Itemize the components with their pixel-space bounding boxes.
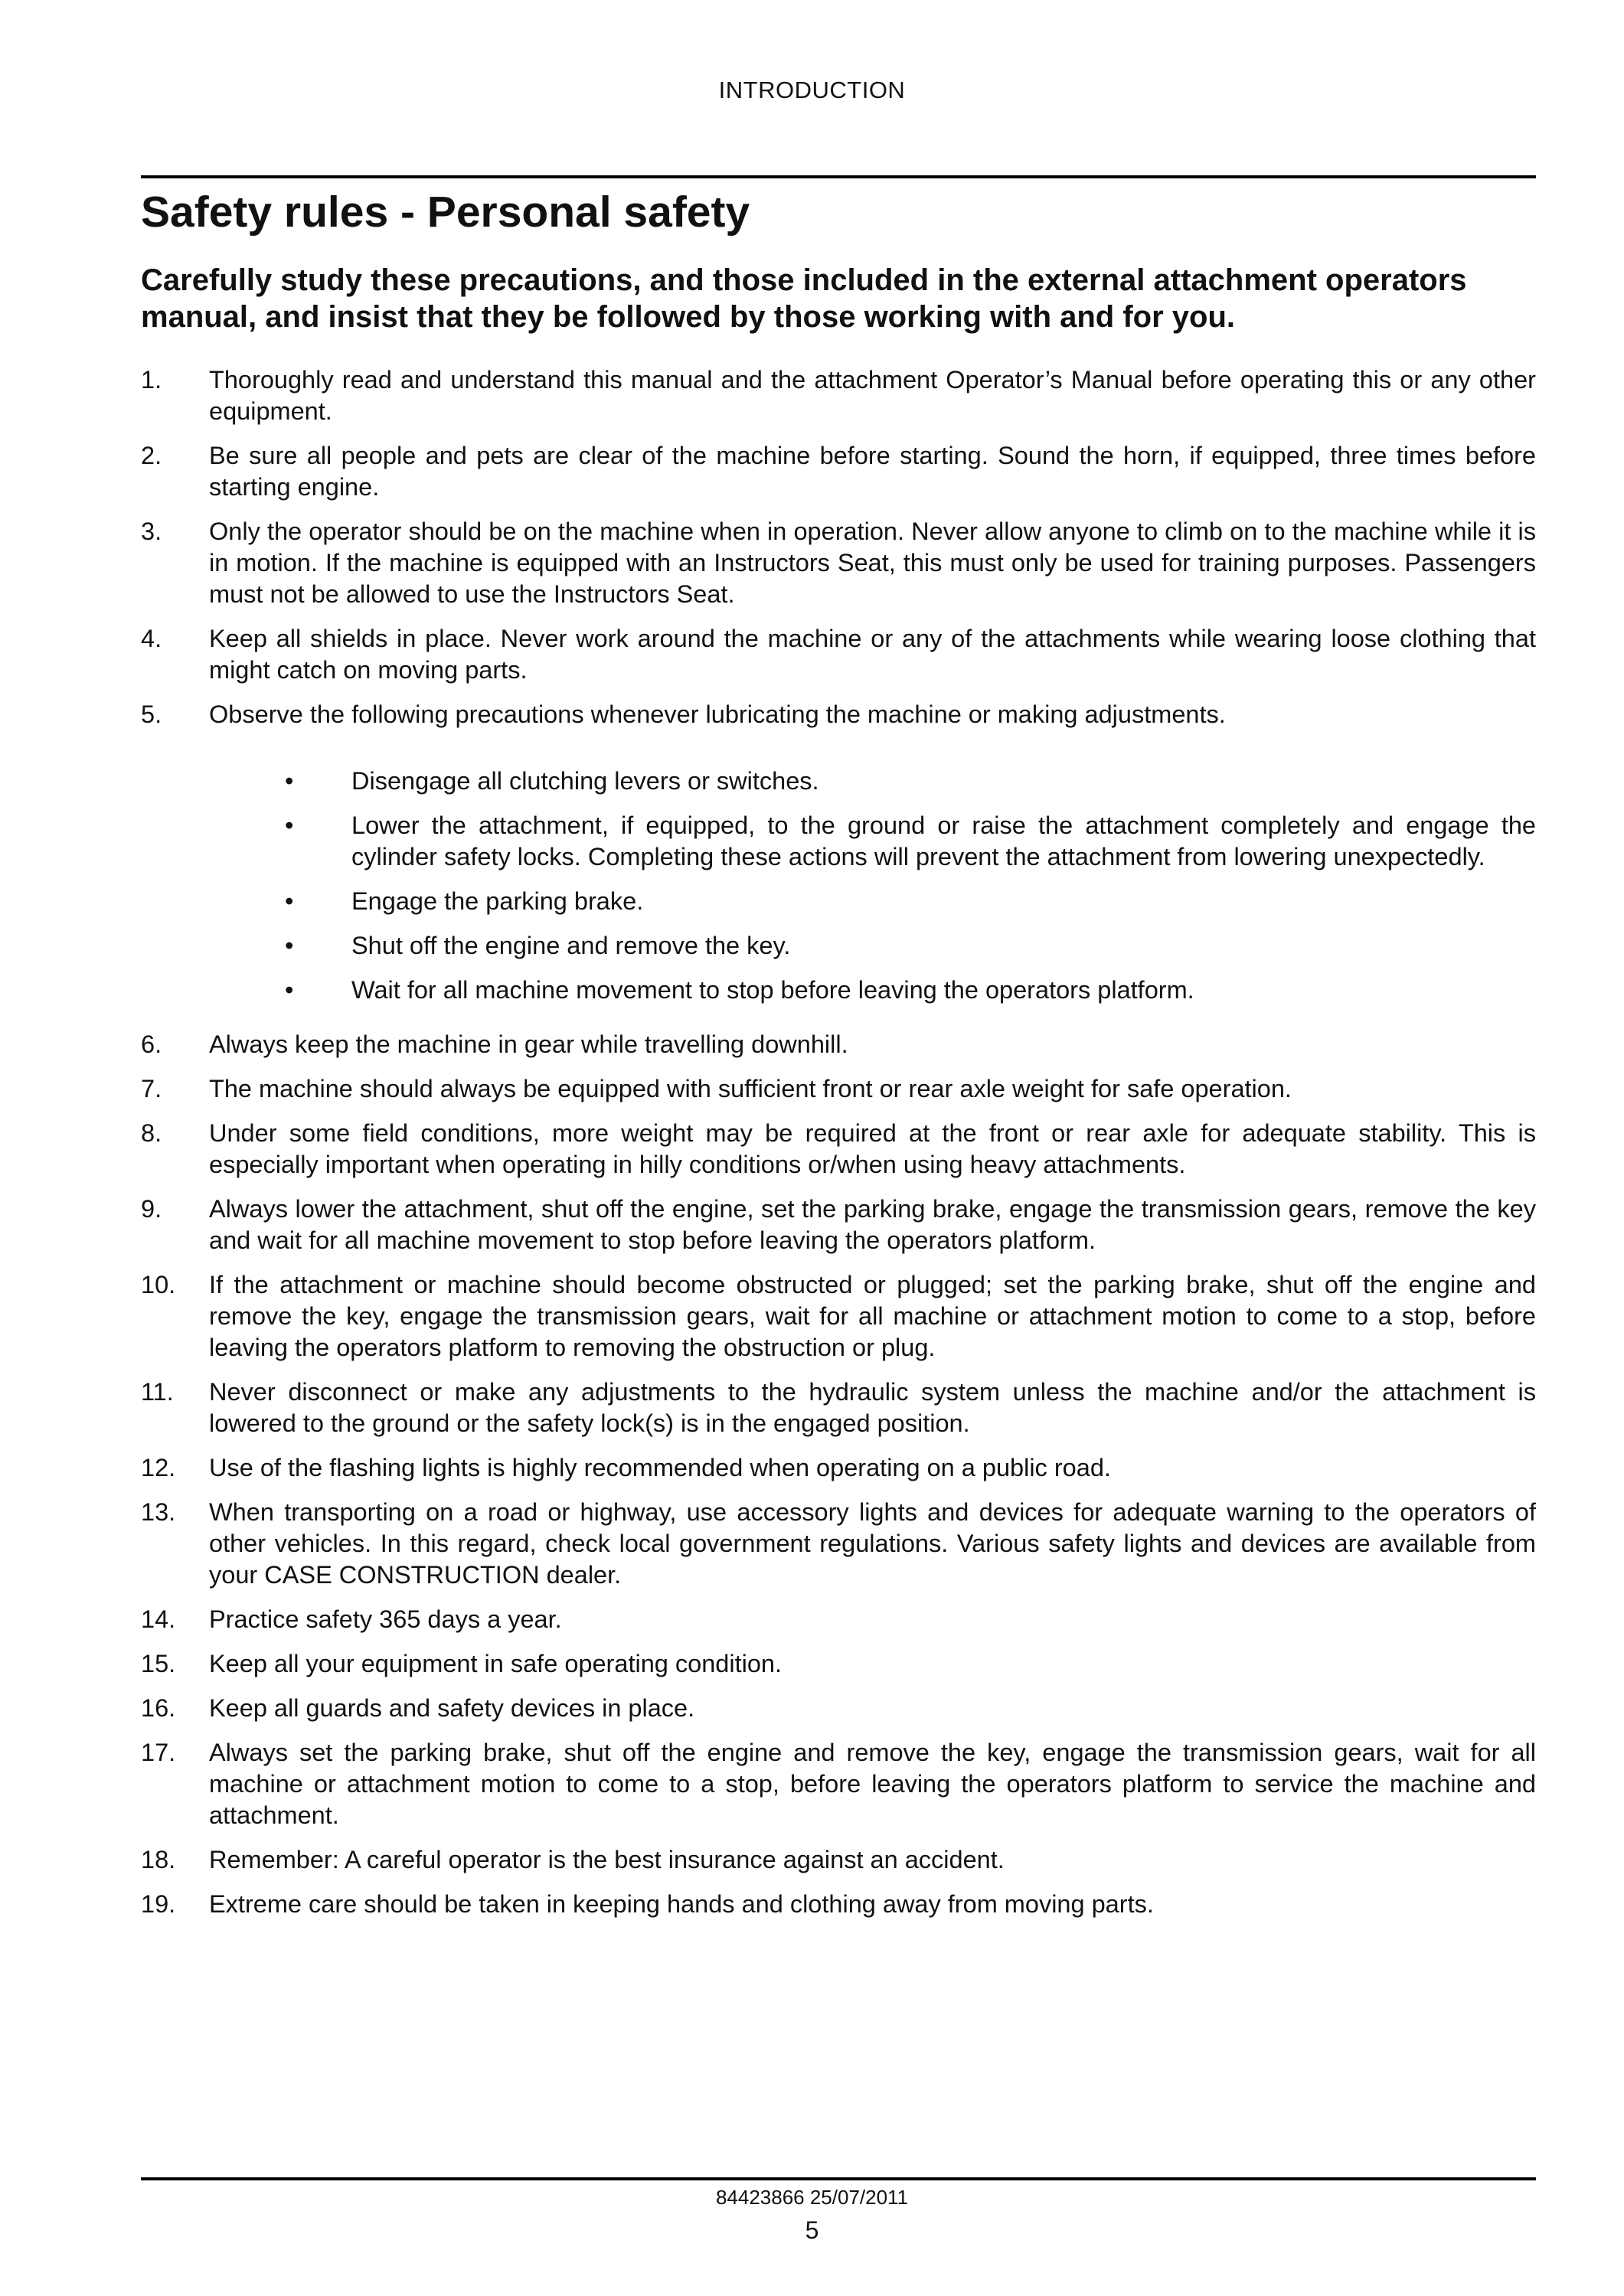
- list-item: [0, 1497, 1624, 1591]
- bullet-icon: •: [285, 767, 294, 795]
- item-text: Thoroughly read and understand this manual and the attachment Operator’s Manual before operating this or any other equipment.: [209, 366, 1536, 425]
- item-text: Never disconnect or make any adjustments to the hydraulic system unless the machine and/or the attachment is lowered to the ground or the safety lock(s) is in the engaged position.: [209, 1378, 1536, 1437]
- item-number: 14.: [141, 1605, 176, 1633]
- bullet-item: [0, 886, 1624, 917]
- item-number: 12.: [141, 1454, 176, 1481]
- item-text: Always keep the machine in gear while travelling downhill.: [209, 1030, 848, 1058]
- bullet-item: [0, 930, 1624, 962]
- list-item: [0, 1452, 1624, 1484]
- item-number: 13.: [141, 1498, 176, 1526]
- item-number: 16.: [141, 1694, 176, 1722]
- list-item: [0, 1029, 1624, 1060]
- item-text: Keep all shields in place. Never work around the machine or any of the attachments while wearing loose clothing that might catch on moving parts.: [209, 625, 1536, 684]
- page-number: 5: [805, 2216, 819, 2244]
- item-number: 19.: [141, 1890, 176, 1918]
- bullet-text: Lower the attachment, if equipped, to the ground or raise the attachment completely and engage the cylinder safety locks. Completing these actions will prevent the attachment from lowering unexpectedly.: [351, 812, 1536, 870]
- header-rule: [141, 175, 1536, 178]
- item-text: Always lower the attachment, shut off the engine, set the parking brake, engage the transmission gears, remove the key and wait for all machine movement to stop before leaving the operators platform.: [209, 1195, 1536, 1254]
- list-item: [0, 1844, 1624, 1876]
- item-text: Remember: A careful operator is the best insurance against an accident.: [209, 1846, 1005, 1873]
- list-item: [0, 623, 1624, 686]
- lead-paragraph: Carefully study these precautions, and those included in the external attachment operators manual, and insist that they be followed by those working with and for you.: [141, 263, 1467, 334]
- list-item: [0, 1737, 1624, 1831]
- bullet-icon: •: [285, 932, 294, 959]
- list-item: [0, 1194, 1624, 1256]
- list-item: [0, 1889, 1624, 1920]
- list-item: [0, 440, 1624, 503]
- bullet-text: Disengage all clutching levers or switches.: [351, 767, 819, 795]
- item-number: 15.: [141, 1650, 176, 1677]
- list-item: [0, 1604, 1624, 1635]
- bullet-text: Engage the parking brake.: [351, 887, 644, 915]
- item-text: Extreme care should be taken in keeping hands and clothing away from moving parts.: [209, 1890, 1154, 1918]
- item-number: 11.: [141, 1378, 174, 1406]
- page-title: Safety rules - Personal safety: [141, 188, 750, 237]
- item-number: 10.: [141, 1271, 176, 1298]
- list-item: [0, 516, 1624, 610]
- document-code: 84423866 25/07/2011: [715, 2186, 909, 2209]
- bullet-text: Wait for all machine movement to stop before leaving the operators platform.: [351, 976, 1194, 1004]
- bullet-icon: •: [285, 812, 294, 839]
- list-item: [0, 1073, 1624, 1105]
- item-number: 9.: [141, 1195, 162, 1223]
- item-text: Keep all guards and safety devices in place.: [209, 1694, 695, 1722]
- bullet-icon: •: [285, 887, 294, 915]
- item-number: 8.: [141, 1119, 162, 1147]
- item-number: 18.: [141, 1846, 176, 1873]
- item-text: Under some field conditions, more weight may be required at the front or rear axle for adequate stability. This is especially important when operating in hilly conditions or/when using heavy attachments.: [209, 1119, 1536, 1178]
- item-number: 17.: [141, 1739, 176, 1766]
- item-text: Be sure all people and pets are clear of the machine before starting. Sound the horn, if equipped, three times before starting engine.: [209, 442, 1536, 501]
- list-item: [0, 1269, 1624, 1364]
- list-item: [0, 364, 1624, 427]
- item-text: Observe the following precautions whenever lubricating the machine or making adjustments.: [209, 701, 1226, 728]
- item-text: Only the operator should be on the machine when in operation. Never allow anyone to climb on to the machine while it is in motion. If the machine is equipped with an Instructors Seat, this must only be used for training purposes. Passengers must not be allowed to use the Instructors Seat.: [209, 518, 1536, 608]
- precautions-bullet-list: [0, 766, 1624, 1006]
- safety-rules-list: [0, 364, 1624, 1933]
- item-number: 4.: [141, 625, 162, 652]
- list-item: [0, 1118, 1624, 1181]
- bullet-icon: •: [285, 976, 294, 1004]
- item-number: 5.: [141, 701, 162, 728]
- item-text: Always set the parking brake, shut off the engine and remove the key, engage the transmission gears, wait for all machine or attachment motion to come to a stop, before leaving the operators platform to service the machine and attachment.: [209, 1739, 1536, 1829]
- item-text: Use of the flashing lights is highly recommended when operating on a public road.: [209, 1454, 1111, 1481]
- bullet-item: [0, 766, 1624, 797]
- item-number: 6.: [141, 1030, 162, 1058]
- list-item: [0, 1693, 1624, 1724]
- item-text: When transporting on a road or highway, use accessory lights and devices for adequate warning to the operators of other vehicles. In this regard, check local government regulations. Various safety lights and devices are available from your CASE CONSTRUCTION dealer.: [209, 1498, 1536, 1589]
- footer-rule: [141, 2177, 1536, 2180]
- item-number: 1.: [141, 366, 162, 394]
- item-text: The machine should always be equipped with sufficient front or rear axle weight for safe operation.: [209, 1075, 1292, 1102]
- bullet-text: Shut off the engine and remove the key.: [351, 932, 791, 959]
- running-header: INTRODUCTION: [718, 77, 906, 103]
- bullet-item: [0, 975, 1624, 1006]
- item-text: If the attachment or machine should become obstructed or plugged; set the parking brake, shut off the engine and remove the key, engage the transmission gears, wait for all machine or attachment motion to come to a stop, before leaving the operators platform to removing the obstruction or plug.: [209, 1271, 1536, 1361]
- item-number: 2.: [141, 442, 162, 469]
- list-item: [0, 1648, 1624, 1680]
- item-text: Keep all your equipment in safe operating condition.: [209, 1650, 782, 1677]
- item-number: 7.: [141, 1075, 162, 1102]
- item-text: Practice safety 365 days a year.: [209, 1605, 562, 1633]
- item-number: 3.: [141, 518, 162, 545]
- list-item: [0, 699, 1624, 730]
- list-item: [0, 1377, 1624, 1439]
- bullet-item: [0, 810, 1624, 873]
